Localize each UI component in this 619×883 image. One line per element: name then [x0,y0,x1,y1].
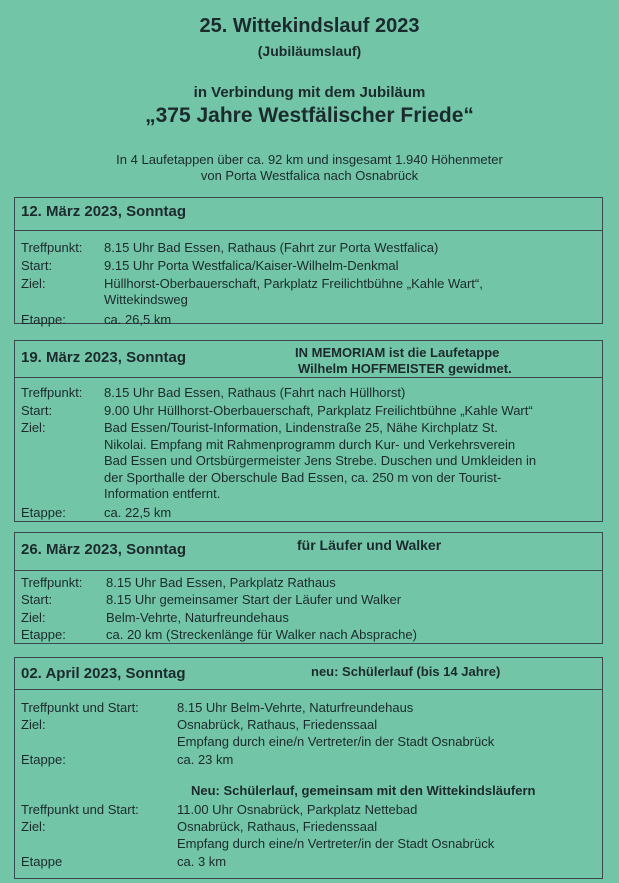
stage-box-3 [14,532,603,644]
school-run-note: neu: Schülerlauf (bis 14 Jahre) [311,664,501,679]
school-run-heading: Neu: Schülerlauf, gemeinsam mit den Wittekindsläufern [191,783,536,798]
row-label: Etappe: [21,505,66,520]
row-label: Treffpunkt und Start: [21,700,139,715]
stage-header [15,533,602,571]
row-label: Ziel: [21,610,46,625]
jubilee-title: „375 Jahre Westfälischer Friede“ [145,104,474,127]
row-value: 8.15 Uhr Bad Essen, Rathaus (Fahrt nach Hüllhorst) [104,385,406,400]
row-value-line: der Sporthalle der Oberschule Bad Essen, ca. 250 m von der Tourist- [104,469,502,485]
row-value: ca. 20 km (Streckenlänge für Walker nach Absprache) [106,627,417,642]
stage-header [15,341,602,378]
stage-date: 02. April 2023, Sonntag [21,665,186,682]
row-value [104,420,536,503]
row-value-line: Bad Essen und Ortsbürgermeister Jens Strebe. Duschen und Umkleiden in [104,453,537,468]
row-label: Ziel: [21,420,46,435]
row-label: Treffpunkt: [21,385,83,400]
intro-line-2: von Porta Westfalica nach Osnabrück [200,168,419,183]
stage-box-2 [14,340,603,522]
row-label: Etappe [21,854,63,869]
row-label: Treffpunkt: [21,575,83,590]
row-value-line: Information entfernt. [104,486,221,501]
row-label: Ziel: [21,717,46,732]
row-label: Treffpunkt und Start: [21,802,139,817]
stage-box-1 [14,197,603,327]
row-value: 9.15 Uhr Porta Westfalica/Kaiser-Wilhelm-Denkmal [104,258,399,273]
row-value: Osnabrück, Rathaus, Friedenssaal [177,717,378,732]
row-label: Etappe: [21,627,66,642]
memoriam-note-line-1: IN MEMORIAM ist die Laufetappe [295,345,500,360]
row-value: Empfang durch eine/n Vertreter/in der Stadt Osnabrück [177,836,495,851]
page-title: 25. Wittekindslauf 2023 [199,15,420,37]
row-value-line: Hüllhorst-Oberbauerschaft, Parkplatz Freilichtbühne „Kahle Wart“, [104,276,483,291]
page-subtitle: (Jubiläumslauf) [257,43,362,59]
row-label: Treffpunkt: [21,240,83,255]
row-value: ca. 23 km [177,752,234,767]
stage-date: 19. März 2023, Sonntag [21,349,187,366]
row-value: 8.15 Uhr Belm-Vehrte, Naturfreundehaus [177,700,414,715]
row-label: Start: [21,403,53,418]
row-label: Ziel: [21,276,46,291]
row-value: 9.00 Uhr Hüllhorst-Oberbauerschaft, Parkplatz Freilichtbühne „Kahle Wart“ [104,403,533,418]
row-value: ca. 22,5 km [104,505,172,520]
intro-line-1: In 4 Laufetappen über ca. 92 km und insgesamt 1.940 Höhenmeter [116,152,503,167]
row-value: 8.15 Uhr Bad Essen, Rathaus (Fahrt zur Porta Westfalica) [104,240,439,255]
row-label: Start: [21,592,53,607]
row-value: 11.00 Uhr Osnabrück, Parkplatz Nettebad [177,802,418,817]
row-label: Etappe: [21,312,66,327]
row-value: 8.15 Uhr Bad Essen, Parkplatz Rathaus [106,575,336,590]
row-value: Osnabrück, Rathaus, Friedenssaal [177,819,378,834]
row-label: Ziel: [21,819,46,834]
row-value: Empfang durch eine/n Vertreter/in der Stadt Osnabrück [177,734,495,749]
row-value-line: Nikolai. Empfang mit Rahmenprogramm durch Kur- und Verkehrsverein [104,436,516,452]
row-value: Belm-Vehrte, Naturfreundehaus [106,610,289,625]
row-value-line: Wittekindsweg [104,292,188,307]
stage-box-4 [14,657,603,879]
stage-header [15,658,602,690]
memoriam-note-line-2: Wilhelm HOFFMEISTER gewidmet. [298,361,512,376]
stage-header [15,198,602,231]
row-label: Start: [21,258,53,273]
row-value: 8.15 Uhr gemeinsamer Start der Läufer und Walker [106,592,402,607]
row-label: Etappe: [21,752,66,767]
row-value: ca. 26,5 km [104,312,172,327]
row-value: ca. 3 km [177,854,227,869]
row-value-line: Bad Essen/Tourist-Information, Lindenstraße 25, Nähe Kirchplatz St. [104,420,498,435]
stage-date: 26. März 2023, Sonntag [21,541,187,558]
connection-text: in Verbindung mit dem Jubiläum [193,84,426,101]
runners-walkers-note: für Läufer und Walker [297,537,442,553]
row-value [104,276,483,308]
stage-date: 12. März 2023, Sonntag [21,203,187,220]
